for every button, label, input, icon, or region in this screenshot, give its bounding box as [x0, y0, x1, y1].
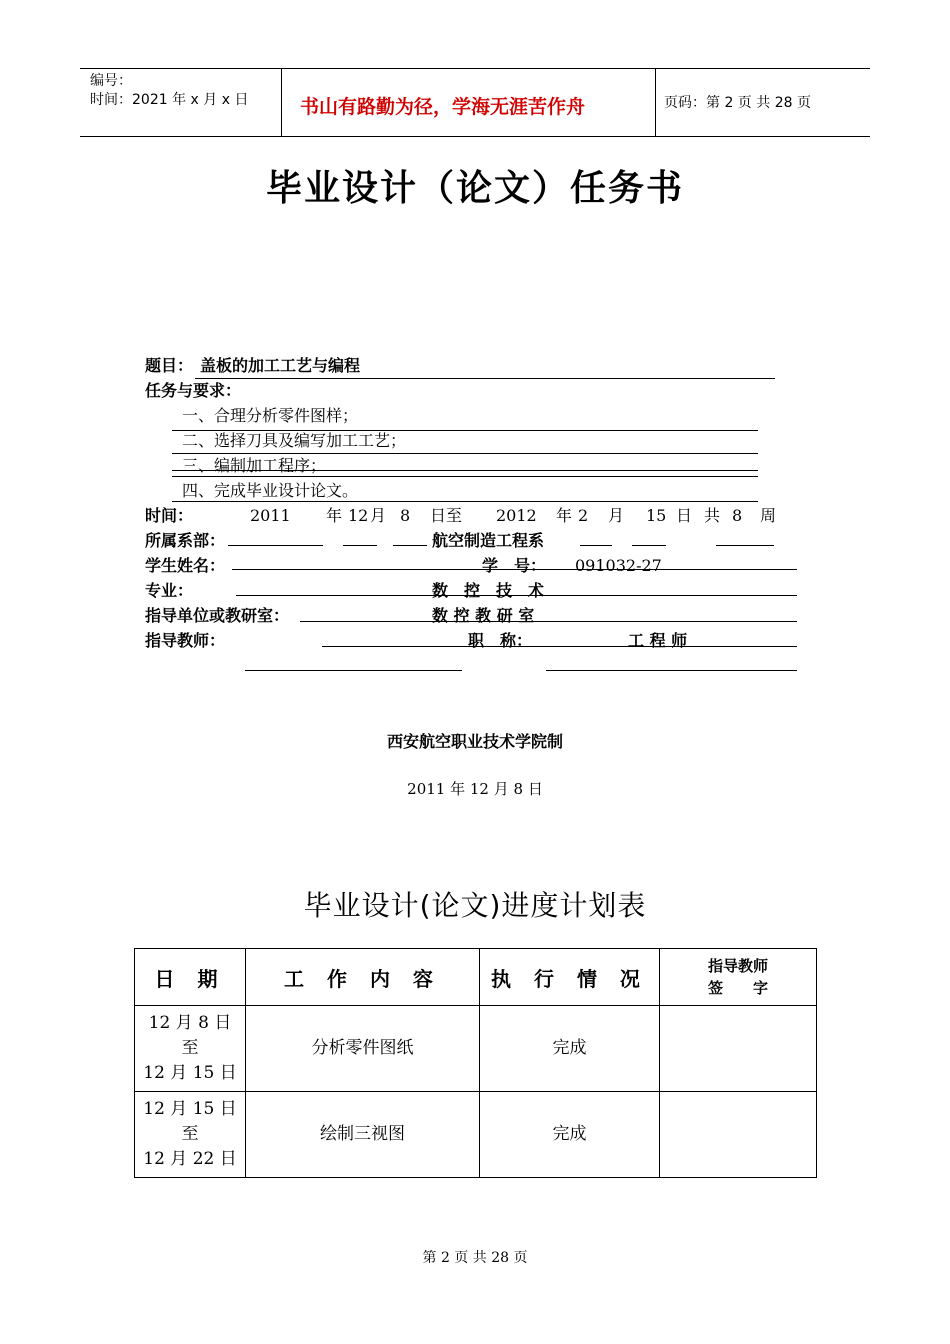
task-underline	[172, 453, 758, 454]
header-sign-line1: 指导教师	[707, 957, 768, 975]
department-value: 航空制造工程系	[432, 531, 545, 550]
topic-underline	[195, 378, 775, 379]
header-motto: 书山有路勤为径，学海无涯苦作舟	[300, 96, 586, 118]
major-label: 专业：	[145, 581, 194, 600]
time-label: 时间：	[145, 506, 194, 525]
page-title: 毕业设计（论文）任务书	[265, 168, 684, 209]
time-day-char: 日	[676, 506, 693, 525]
advisor-title-label: 职 称：	[468, 631, 533, 650]
row-status: 完成	[480, 1006, 660, 1092]
task-underline	[172, 470, 758, 471]
date-made: 2011 年 12 月 8 日	[407, 780, 543, 798]
header-top-rule	[80, 68, 870, 69]
department-underline	[343, 545, 377, 546]
date-to: 12 月 15 日	[143, 1063, 237, 1083]
time-start-month: 12	[348, 506, 369, 525]
major-value: 数 控 技 术	[432, 581, 545, 600]
header-content: 工 作 内 容	[246, 949, 480, 1006]
date-from: 12 月 15 日	[143, 1099, 237, 1119]
header-divider-1	[281, 68, 282, 136]
advisor-label: 指导教师：	[145, 631, 226, 650]
table-row	[135, 1006, 817, 1092]
date-to-word: 至	[181, 1124, 199, 1144]
time-year-char: 年	[326, 506, 343, 525]
date-to: 12 月 22 日	[143, 1149, 237, 1169]
row-content: 绘制三视图	[246, 1092, 480, 1178]
row-status: 完成	[480, 1092, 660, 1178]
topic-label: 题目：	[145, 356, 194, 375]
institution: 西安航空职业技术学院制	[386, 732, 563, 751]
time-start-day: 8	[400, 506, 411, 525]
row-date	[135, 1006, 246, 1092]
time-year-char-2: 年	[556, 506, 573, 525]
row-content: 分析零件图纸	[246, 1006, 480, 1092]
time-end-day: 15	[646, 506, 667, 525]
unit-label: 指导单位或教研室：	[145, 606, 290, 625]
header-number-label: 编号：	[90, 73, 132, 89]
page-footer: 第 2 页 共 28 页	[422, 1250, 528, 1266]
header-sign	[660, 949, 817, 1006]
task-item: 一、合理分析零件图样；	[182, 406, 359, 425]
plan-table	[134, 948, 817, 1178]
task-item: 二、选择刀具及编写加工工艺；	[182, 431, 407, 450]
student-label: 学生姓名：	[145, 556, 226, 575]
date-from: 12 月 8 日	[148, 1013, 232, 1033]
unit-underline	[300, 621, 797, 622]
plan-title: 毕业设计(论文)进度计划表	[303, 889, 647, 922]
time-to-text: 日至	[430, 506, 463, 525]
department-underline	[580, 545, 612, 546]
time-total-char: 共	[704, 506, 721, 525]
date-to-word: 至	[181, 1038, 199, 1058]
time-month-char: 月	[370, 506, 387, 525]
advisor-title-value: 工 程 师	[628, 631, 688, 650]
advisor-underline	[322, 646, 797, 647]
department-underline	[632, 545, 666, 546]
task-underline	[172, 501, 758, 502]
header-status: 执 行 情 况	[480, 949, 660, 1006]
topic-value: 盖板的加工工艺与编程	[200, 356, 361, 375]
department-underline	[716, 545, 774, 546]
department-label: 所属系部：	[145, 531, 226, 550]
header-time-label: 时间：2021 年 x 月 x 日	[90, 92, 249, 108]
header-date: 日 期	[135, 949, 246, 1006]
header-divider-2	[655, 68, 656, 136]
table-row	[135, 1092, 817, 1178]
student-id-value: 091032-27	[575, 556, 662, 575]
time-weeks: 8	[732, 506, 743, 525]
department-underline	[393, 545, 427, 546]
row-date	[135, 1092, 246, 1178]
student-id-label: 学 号：	[482, 556, 547, 575]
signature-underline	[245, 670, 462, 671]
tasks-label: 任务与要求：	[145, 381, 242, 400]
header-sign-line2: 签 字	[707, 979, 768, 997]
time-start-year: 2011	[250, 506, 291, 525]
task-underline	[172, 476, 758, 477]
plan-header-row	[135, 949, 817, 1006]
time-end-year: 2012	[496, 506, 537, 525]
time-month-char-2: 月	[608, 506, 625, 525]
unit-value: 数 控 教 研 室	[432, 606, 535, 625]
signature-underline	[546, 670, 797, 671]
task-item: 四、完成毕业设计论文。	[182, 481, 359, 500]
header-bottom-rule	[80, 136, 870, 137]
task-item: 三、编制加工程序；	[182, 456, 327, 475]
department-underline	[228, 545, 323, 546]
row-sign	[660, 1092, 817, 1178]
time-week-char: 周	[760, 506, 777, 525]
header-page-label: 页码：第 2 页 共 28 页	[664, 95, 811, 111]
row-sign	[660, 1006, 817, 1092]
time-end-month: 2	[578, 506, 589, 525]
